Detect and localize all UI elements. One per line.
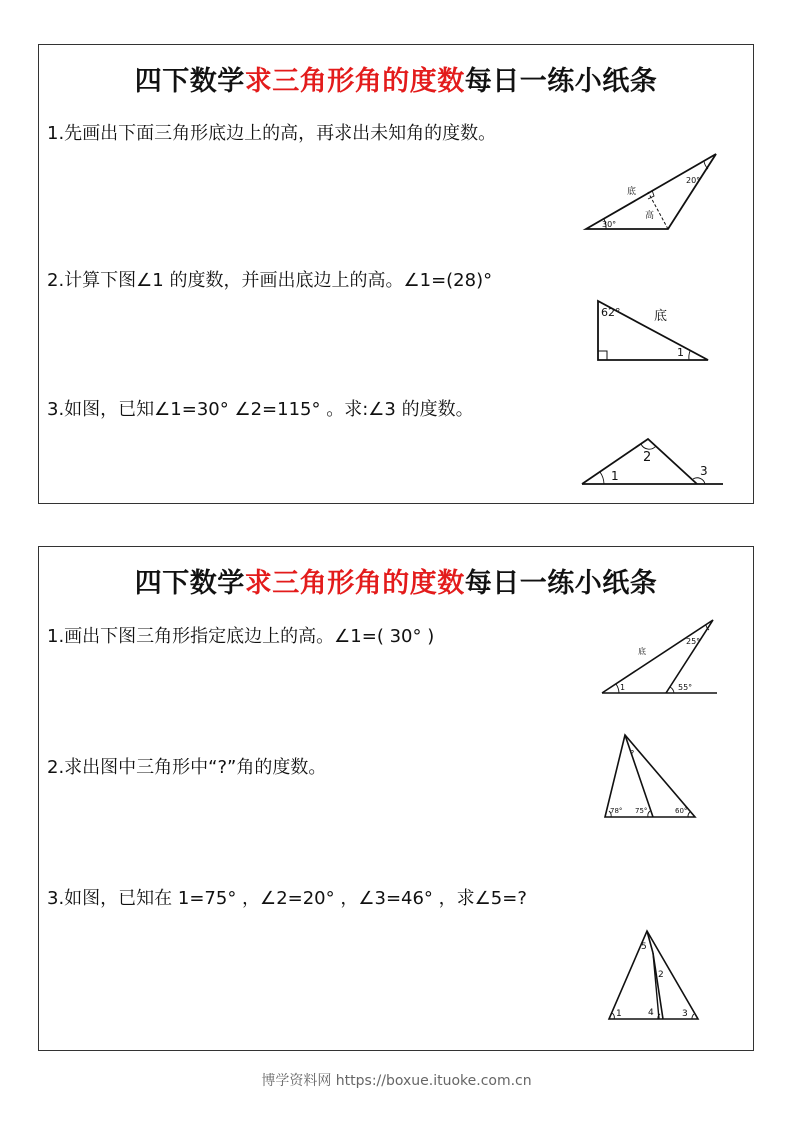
- label-height: 高: [645, 211, 655, 221]
- label-angle-60: 60°: [675, 807, 688, 815]
- question-2: 2.计算下图∠1 的度数，并画出底边上的高。∠1=(28)°: [47, 270, 493, 291]
- label-base: 底: [627, 187, 637, 197]
- label-angle-62: 62°: [601, 306, 621, 319]
- label-angle-30: 30°: [602, 220, 617, 229]
- label-angle-4: 4: [648, 1008, 654, 1018]
- question-3: 3.如图，已知在 1=75° ，∠2=20° ，∠3=46° ，求∠5=?: [47, 888, 527, 909]
- practice-card-2: [38, 546, 754, 1051]
- question-3: 3.如图，已知∠1=30° ∠2=115° 。求:∠3 的度数。: [47, 399, 474, 420]
- question-1: 1.先画出下面三角形底边上的高，再求出未知角的度数。: [47, 123, 497, 144]
- figure-triangle-height: [584, 151, 724, 233]
- label-angle-25: 25°: [686, 637, 701, 646]
- label-unknown: ?: [630, 749, 635, 758]
- card-title: 四下数学求三角形角的度数每日一练小纸条: [134, 568, 658, 599]
- label-angle-75: 75°: [635, 807, 648, 815]
- figure-exterior-angle: [580, 435, 726, 489]
- figure-multi-angle-triangle: [607, 927, 701, 1023]
- label-angle-3: 3: [682, 1009, 688, 1019]
- label-angle-55: 55°: [678, 683, 693, 692]
- label-base: 底: [654, 309, 668, 324]
- label-angle-78: 78°: [610, 807, 623, 815]
- footer-source: 博学资料网 https://boxue.ituoke.com.cn: [261, 1073, 532, 1089]
- question-2: 2.求出图中三角形中“?”角的度数。: [47, 757, 327, 778]
- label-angle-1: 1: [616, 1009, 622, 1019]
- label-base: 底: [638, 647, 646, 656]
- label-angle-5: 5: [641, 942, 647, 952]
- question-1: 1.画出下图三角形指定底边上的高。∠1=( 30° ): [47, 626, 435, 647]
- label-angle-20: 20°: [686, 176, 701, 185]
- figure-right-triangle: [596, 299, 714, 363]
- label-angle-1: 1: [677, 346, 684, 359]
- label-angle-2: 2: [643, 450, 652, 465]
- label-angle-1: 1: [620, 683, 626, 692]
- label-angle-1: 1: [611, 469, 619, 483]
- label-angle-3: 3: [700, 464, 708, 478]
- figure-obtuse-triangle: [600, 617, 720, 699]
- label-angle-2: 2: [658, 970, 664, 980]
- card-title: 四下数学求三角形角的度数每日一练小纸条: [134, 66, 658, 97]
- figure-split-triangle: [602, 733, 698, 819]
- practice-card-1: [38, 44, 754, 504]
